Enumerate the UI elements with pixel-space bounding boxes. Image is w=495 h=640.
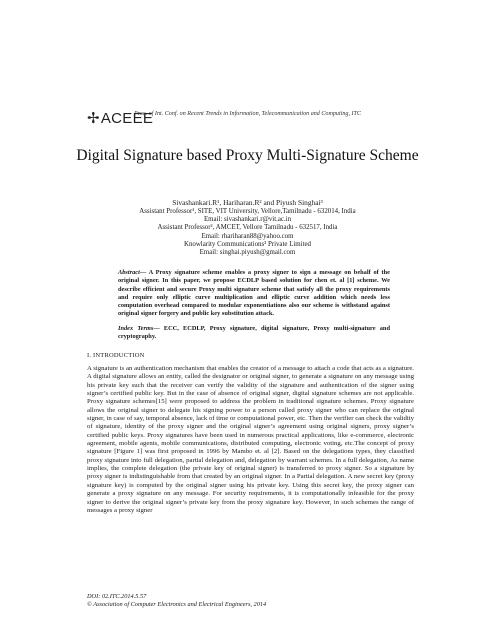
body-text (87, 365, 414, 515)
abstract-text: — A Proxy signature scheme enables a proxy signer to sign a message on behalf of the original signer. In this paper, we propose ECDLP based solution for chen et. al [1] scheme. We describe efficient and secure Proxy multi signature scheme that satisfy all the proxy requirements and require only elliptic curve multiplication and elliptic curve addition which needs less computation overhead compared to modular exponentiations also our scheme is withstand against original signer forgery and public key substitution attack. (118, 269, 390, 318)
index-terms-label: Index Terms (118, 325, 154, 332)
abstract-label: Abstract (118, 269, 140, 276)
affiliation-line: Assistant Professor², AMCET, Vellore Tamilnadu - 632517, India (157, 224, 338, 232)
email-line: Email: rhariharan88@yahoo.com (201, 232, 294, 240)
index-terms-text: — ECC, ECDLP, Proxy signature, digital signature, Proxy multi-signature and cryptography. (118, 325, 390, 341)
paper-title: Digital Signature based Proxy Multi-Signature Scheme (76, 147, 419, 164)
email-line: Email: sivashankari.r@vit.ac.in (203, 216, 292, 224)
copyright-text: © Association of Computer Electronics and Electrical Engineers, 2014 (87, 601, 267, 609)
doi-text: DOI: 02.ITC.2014.5.57 (87, 593, 147, 600)
abstract (118, 269, 390, 319)
conference-header: Proc. of Int. Conf. on Recent Trends in Information, Telecommunication and Computing, ITC (134, 111, 361, 117)
affiliation-line: Assistant Professor¹, SITE, VIT University, Vellore,Tamilnadu - 632014, India (139, 207, 356, 215)
footer (87, 593, 266, 609)
email-line: Email: singhai.piyush@gmail.com (199, 249, 296, 257)
section-heading: I. INTRODUCTION (87, 352, 145, 359)
author-block (60, 199, 435, 258)
body-paragraph: A signature is an authentication mechanism that enables the creator of a message to attach a code that acts as a signature. A digital signature allows an entity, called the designator or original signer, to generate a signature on any message using his private key such that the receiver can verify the validity of the signature and authentication of the signer using signer’s certified public key. But in the case of absence of original signer, digital signature schemes are not applicable. Proxy signature schemes[15] were proposed to address the problem in traditional signature schemes. Proxy signature allows the original signer to delegate his signing power to a person called proxy signer who can replace the original signer, in case of say, temporal absence, lack of time or computational power, etc. Then the verifier can check the validity of signature, identity of the proxy signer and the original signer’s agreement using original signers, proxy signer’s certified public keys. Proxy signatures have been used in numerous practical applications, like e-commerce, electronic agreement, mobile agents, mobile communications, distributed computing, electronic voting, etc.The concept of proxy signature [Figure 1] was first proposed in 1996 by Mambo et. al [2]. Based on the delegations types, they classified proxy signature into full delegation, partial delegation and, delegation by warrant schemes. In a full delegation, As name implies, the complete delegation (the private key of original signer) is transferred to proxy signer. So a signature by proxy signer is indistinguishable from that created by an original signer. In a Partial delegation. A new secret key (proxy signature key) is computed by the original signer using his private key. Using this secret key, the proxy signer can generate a proxy signature on any message. For security requirements, it is computationally infeasible for the proxy signer to derive the original signer’s private key from the proxy signature key. However, in such schemes the range of messages a proxy signer (87, 365, 414, 514)
index-terms (118, 325, 390, 342)
star-swoosh-icon: ✢ (87, 110, 100, 127)
author-names: Sivashankari.R¹, Hariharan.R² and Piyush Singhai³ (172, 198, 323, 207)
affiliation-line: Knowlarity Communications³ Private Limited (183, 240, 312, 248)
logo-text: ACEEE (100, 110, 154, 127)
